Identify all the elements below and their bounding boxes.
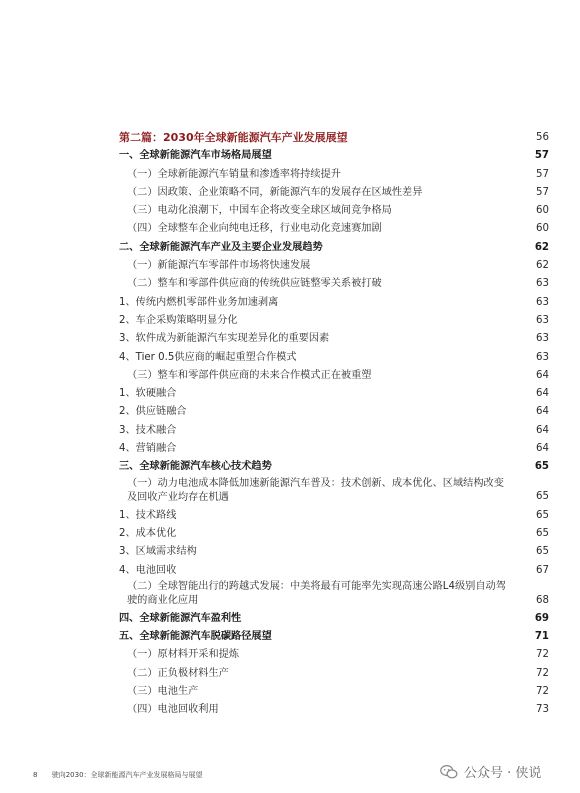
toc-entry-title: 3、区域需求结构	[119, 546, 197, 558]
toc-entry-title: 2、成本优化	[119, 527, 177, 539]
toc-entry-page: 71	[534, 631, 549, 643]
toc-entry[interactable]	[119, 275, 549, 293]
toc-entry-title: （四）电池回收利用	[127, 704, 219, 716]
watermark	[440, 762, 541, 781]
toc-entry[interactable]	[119, 507, 549, 525]
toc-entry[interactable]	[119, 166, 549, 184]
toc-entry-title: 三、全球新能源汽车核心技术趋势	[119, 461, 272, 473]
toc-entry[interactable]	[119, 330, 549, 348]
toc-entry-title: （二）因政策、企业策略不同，新能源汽车的发展存在区域性差异	[127, 186, 423, 198]
toc-entry-title: （一）动力电池成本降低加速新能源汽车普及：技术创新、成本优化、区域结构改变及回收产业均存在机遇	[127, 477, 504, 503]
toc-entry[interactable]	[119, 610, 549, 628]
toc-entry-page: 65	[534, 461, 549, 473]
toc-entry[interactable]	[119, 440, 549, 458]
toc-entry-page: 57	[534, 150, 549, 162]
toc-entry[interactable]	[119, 477, 549, 507]
toc-entry[interactable]	[119, 129, 549, 147]
toc-entry-page: 64	[536, 443, 549, 455]
toc-entry-page: 72	[536, 686, 549, 698]
toc-entry-page: 68	[536, 594, 549, 606]
toc-entry[interactable]	[119, 580, 549, 610]
toc-entry-title: 4、电池回收	[119, 564, 177, 576]
toc-entry-page: 63	[536, 333, 549, 345]
toc-entry[interactable]	[119, 220, 549, 238]
toc-entry-title: 第二篇：2030年全球新能源汽车产业发展展望	[119, 131, 348, 144]
toc-entry-page: 62	[534, 241, 549, 253]
toc-entry[interactable]	[119, 458, 549, 476]
toc-entry-title: 3、软件成为新能源汽车实现差异化的重要因素	[119, 333, 330, 345]
toc-entry[interactable]	[119, 367, 549, 385]
toc-entry-page: 72	[536, 649, 549, 661]
toc-entry-title: 1、技术路线	[119, 509, 177, 521]
toc-entry-title: （二）正负极材料生产	[127, 667, 229, 679]
toc-entry-title: （三）电动化浪潮下，中国车企将改变全球区域间竞争格局	[127, 205, 392, 217]
toc-entry[interactable]	[119, 683, 549, 701]
toc-entry-title: 四、全球新能源汽车盈利性	[119, 612, 242, 624]
toc-entry-page: 56	[536, 132, 549, 143]
toc-entry[interactable]	[119, 184, 549, 202]
toc-entry-page: 63	[536, 296, 549, 308]
toc-entry[interactable]	[119, 543, 549, 561]
toc-entry[interactable]	[119, 403, 549, 421]
toc-entry-page: 64	[536, 424, 549, 436]
toc-entry[interactable]	[119, 525, 549, 543]
toc-entry-title: 2、车企采购策略明显分化	[119, 314, 238, 326]
toc-entry-page: 63	[536, 314, 549, 326]
toc-entry[interactable]	[119, 422, 549, 440]
toc-entry[interactable]	[119, 701, 549, 719]
toc-entry-page: 63	[536, 351, 549, 363]
table-of-contents	[119, 129, 549, 720]
footer-title: 驶向2030：全球新能源汽车产业发展格局与展望	[51, 771, 203, 779]
toc-entry[interactable]	[119, 349, 549, 367]
toc-entry-page: 60	[536, 205, 549, 217]
toc-entry-page: 62	[536, 260, 549, 272]
toc-entry-page: 64	[536, 369, 549, 381]
toc-entry-page: 72	[536, 667, 549, 679]
toc-entry-page: 73	[536, 704, 549, 716]
toc-entry-page: 65	[536, 527, 549, 539]
toc-entry-title: （二）全球智能出行的跨越式发展：中美将最有可能率先实现高速公路L4级别自动驾驶的商业化应用	[127, 580, 506, 606]
toc-entry-title: （一）原材料开采和提炼	[127, 649, 240, 661]
toc-entry-page: 63	[536, 278, 549, 290]
toc-entry-title: 1、传统内燃机零部件业务加速剥离	[119, 296, 279, 308]
toc-entry-page: 57	[536, 168, 549, 180]
toc-entry[interactable]	[119, 147, 549, 165]
page-footer	[33, 770, 203, 780]
toc-entry-page: 64	[536, 388, 549, 400]
toc-entry-title: （三）电池生产	[127, 686, 199, 698]
toc-entry-title: 2、供应链融合	[119, 406, 187, 418]
toc-entry[interactable]	[119, 257, 549, 275]
toc-entry-title: 一、全球新能源汽车市场格局展望	[119, 150, 272, 162]
toc-entry[interactable]	[119, 646, 549, 664]
toc-entry-page: 64	[536, 406, 549, 418]
toc-entry[interactable]	[119, 385, 549, 403]
toc-entry[interactable]	[119, 562, 549, 580]
toc-entry-title: （四）全球整车企业向纯电迁移，行业电动化竞速赛加剧	[127, 223, 382, 235]
toc-entry[interactable]	[119, 239, 549, 257]
toc-entry-title: （一）新能源汽车零部件市场将快速发展	[127, 260, 311, 272]
toc-entry[interactable]	[119, 312, 549, 330]
wechat-icon	[440, 764, 458, 780]
toc-entry-page: 67	[536, 564, 549, 576]
toc-entry-title: 五、全球新能源汽车脱碳路径展望	[119, 631, 272, 643]
toc-entry-page: 65	[536, 509, 549, 521]
toc-entry-page: 69	[534, 612, 549, 624]
toc-entry[interactable]	[119, 294, 549, 312]
toc-entry-page: 60	[536, 223, 549, 235]
toc-entry-title: （一）全球新能源汽车销量和渗透率将持续提升	[127, 168, 341, 180]
toc-entry-title: 二、全球新能源汽车产业及主要企业发展趋势	[119, 241, 323, 253]
toc-entry[interactable]	[119, 665, 549, 683]
toc-entry-title: 1、软硬融合	[119, 388, 177, 400]
toc-entry-page: 65	[536, 546, 549, 558]
toc-entry-title: 4、营销融合	[119, 443, 177, 455]
footer-page-number: 8	[33, 771, 38, 779]
toc-entry[interactable]	[119, 628, 549, 646]
toc-entry-page: 57	[536, 186, 549, 198]
toc-entry-page: 65	[536, 491, 549, 503]
toc-entry-title: （三）整车和零部件供应商的未来合作模式正在被重塑	[127, 369, 372, 381]
toc-entry-title: 3、技术融合	[119, 424, 177, 436]
toc-entry[interactable]	[119, 202, 549, 220]
watermark-text: 公众号 · 侠说	[464, 766, 542, 781]
toc-entry-title: （二）整车和零部件供应商的传统供应链整零关系被打破	[127, 278, 382, 290]
toc-entry-title: 4、Tier 0.5供应商的崛起重塑合作模式	[119, 351, 297, 363]
